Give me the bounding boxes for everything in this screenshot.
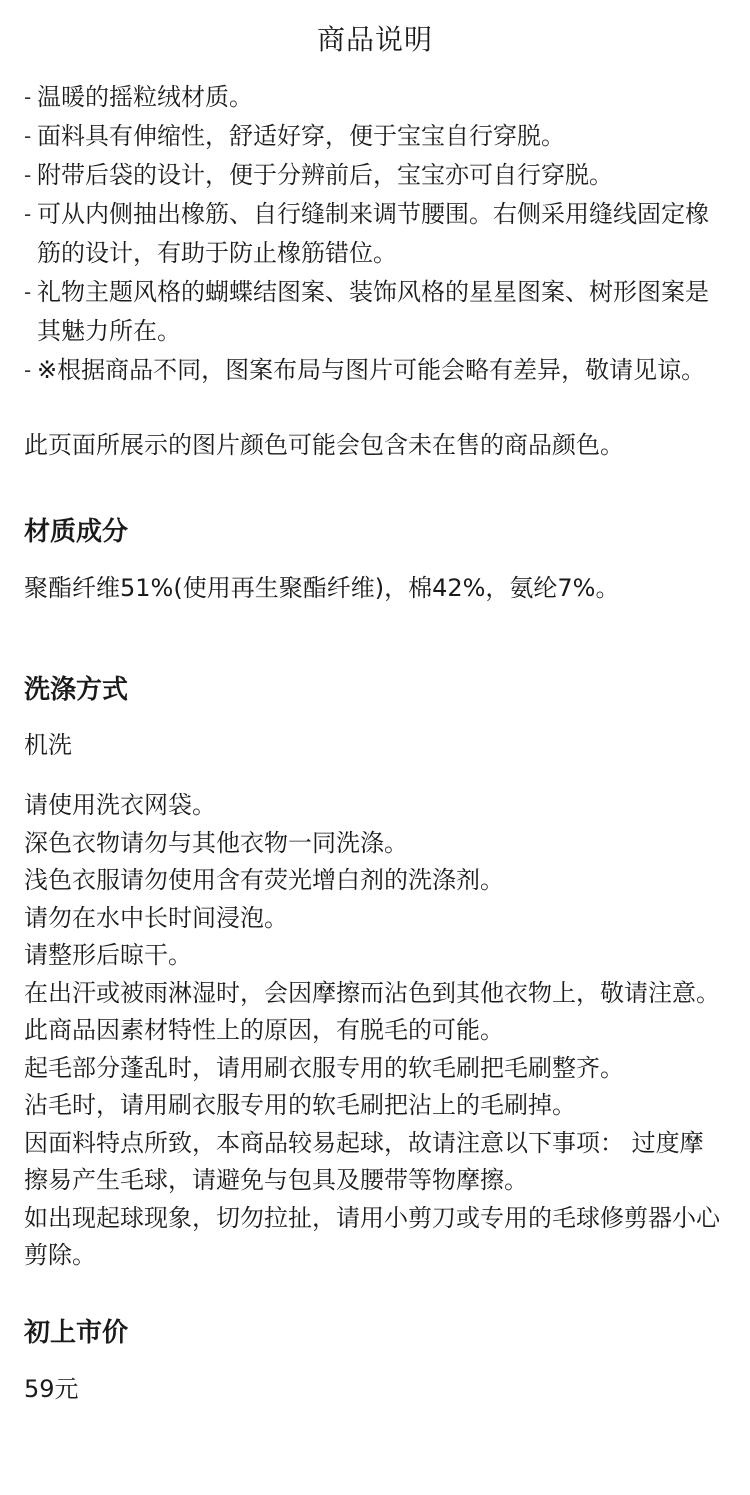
- feature-item: - ※根据商品不同，图案布局与图片可能会略有差异，敬请见谅。: [24, 351, 726, 390]
- washing-method: 机洗: [24, 731, 72, 759]
- material-heading: 材质成分: [24, 517, 129, 547]
- washing-instruction-item: 因面料特点所致，本商品较易起球，故请注意以下事项： 过度摩擦易产生毛球，请避免与包具及腰带等物摩擦。: [24, 1128, 704, 1194]
- washing-instruction-item: 如出现起球现象，切勿拉扯，请用小剪刀或专用的毛球修剪器小心剪除。: [24, 1203, 720, 1269]
- page-title: 商品说明: [316, 23, 433, 56]
- washing-instructions: [24, 787, 726, 1275]
- feature-item: - 面料具有伸缩性，舒适好穿，便于宝宝自行穿脱。: [24, 117, 726, 156]
- washing-instruction-item: 请勿在水中长时间浸泡。: [24, 903, 288, 932]
- feature-list: [24, 78, 726, 390]
- washing-instruction-item: 请使用洗衣网袋。: [24, 791, 216, 819]
- feature-item: - 可从内侧抽出橡筋、自行缝制来调节腰围。右侧采用缝线固定橡筋的设计，有助于防止橡筋错位。: [24, 195, 726, 273]
- washing-heading: 洗涤方式: [24, 675, 129, 705]
- washing-instruction-item: 浅色衣服请勿使用含有荧光增白剂的洗涤剂。: [24, 866, 504, 894]
- washing-instruction-item: 起毛部分蓬乱时，请用刷衣服专用的软毛刷把毛刷整齐。: [24, 1053, 624, 1082]
- material-text: 聚酯纤维51%(使用再生聚酯纤维)，棉42%，氨纶7%。: [24, 574, 620, 602]
- feature-item: - 礼物主题风格的蝴蝶结图案、装饰风格的星星图案、树形图案是其魅力所在。: [24, 273, 726, 351]
- feature-item: - 附带后袋的设计，便于分辨前后，宝宝亦可自行穿脱。: [24, 156, 726, 195]
- washing-instruction-item: 沾毛时，请用刷衣服专用的软毛刷把沾上的毛刷掉。: [24, 1091, 576, 1119]
- washing-instruction-item: 在出汗或被雨淋湿时，会因摩擦而沾色到其他衣物上，敬请注意。: [24, 978, 720, 1007]
- washing-instruction-item: 请整形后晾干。: [24, 941, 192, 969]
- color-notice: 此页面所展示的图片颜色可能会包含未在售的商品颜色。: [24, 431, 624, 459]
- washing-instruction-item: 此商品因素材特性上的原因，有脱毛的可能。: [24, 1016, 504, 1044]
- feature-item: - 温暖的摇粒绒材质。: [24, 78, 726, 117]
- price-heading: 初上市价: [24, 1317, 129, 1348]
- washing-instruction-item: 深色衣物请勿与其他衣物一同洗涤。: [24, 828, 408, 857]
- price-value: 59元: [24, 1374, 79, 1403]
